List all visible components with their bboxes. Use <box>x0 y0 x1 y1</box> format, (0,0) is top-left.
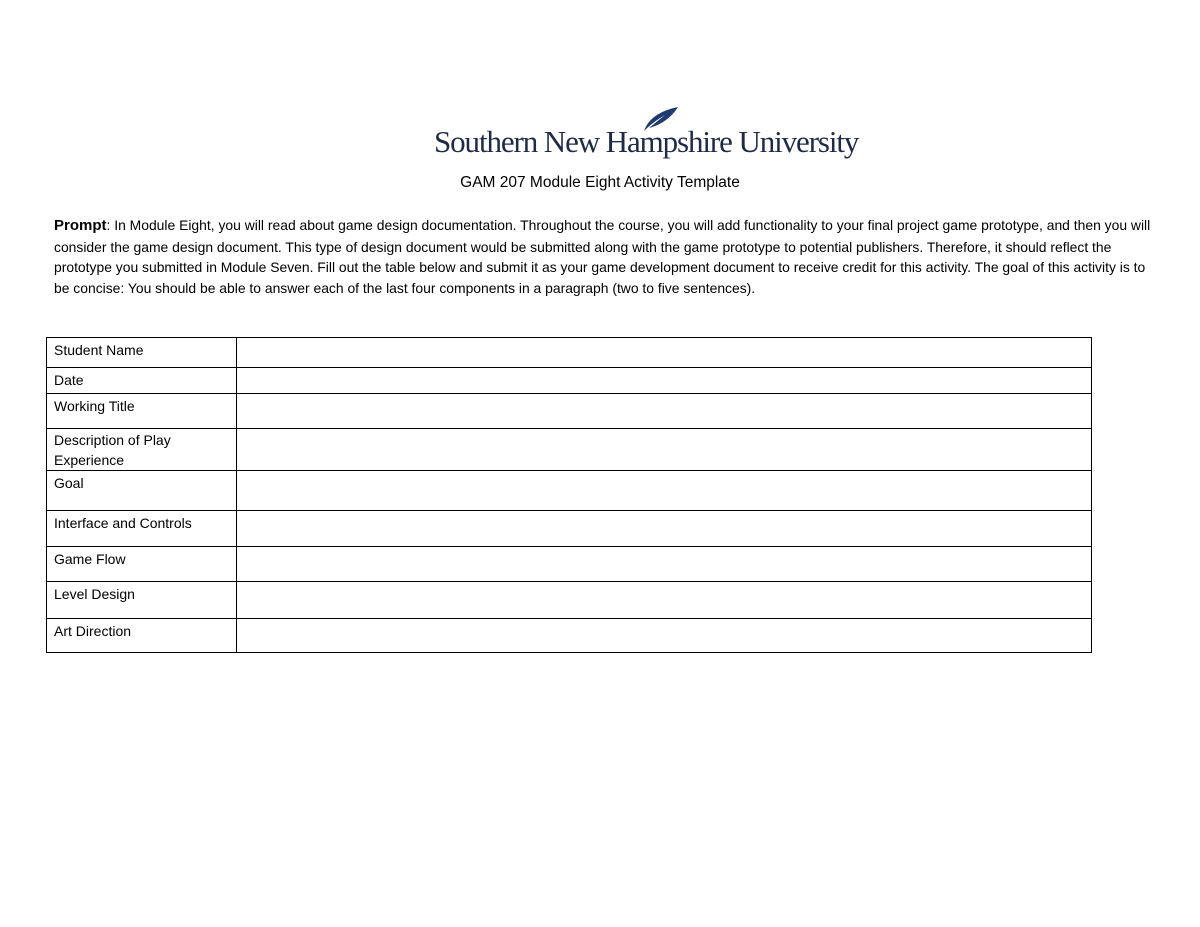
table-row <box>47 619 1092 653</box>
prompt-label: Prompt <box>54 217 107 234</box>
row-label-level-design: Level Design <box>47 582 237 619</box>
row-value-student-name[interactable] <box>237 338 1092 368</box>
row-label-goal: Goal <box>47 471 237 511</box>
prompt-text: : In Module Eight, you will read about game design documentation. Throughout the course, you will add functionality to your final project game prototype, and then you will consider the game design document. This type of design document would be submitted along with the game prototype to potential publishers. Therefore, it should reflect the prototype you submitted in Module Seven. Fill out the table below and submit it as your game development document to receive credit for this activity. The goal of this activity is to be concise: You should be able to answer each of the last four components in a paragraph (two to five sentences). <box>54 217 1151 296</box>
university-name: Southern New Hampshire University <box>434 124 859 159</box>
row-label-interface-controls: Interface and Controls <box>47 511 237 547</box>
table-row <box>47 582 1092 619</box>
row-label-art-direction: Art Direction <box>47 619 237 653</box>
row-value-level-design[interactable] <box>237 582 1092 619</box>
row-label-working-title: Working Title <box>47 394 237 429</box>
activity-table <box>46 337 1092 653</box>
row-value-art-direction[interactable] <box>237 619 1092 653</box>
table-row <box>47 429 1092 471</box>
table-row <box>47 394 1092 429</box>
row-value-game-flow[interactable] <box>237 547 1092 582</box>
row-value-goal[interactable] <box>237 471 1092 511</box>
university-logo <box>434 106 859 162</box>
table-row <box>47 368 1092 394</box>
row-label-date: Date <box>47 368 237 394</box>
table-row <box>47 338 1092 368</box>
table-row <box>47 511 1092 547</box>
row-value-date[interactable] <box>237 368 1092 394</box>
row-value-description[interactable] <box>237 429 1092 471</box>
row-value-interface-controls[interactable] <box>237 511 1092 547</box>
row-label-description: Description of Play Experience <box>47 429 237 471</box>
document-title: GAM 207 Module Eight Activity Template <box>460 174 740 191</box>
table-row <box>47 471 1092 511</box>
row-value-working-title[interactable] <box>237 394 1092 429</box>
prompt-paragraph <box>54 215 1154 298</box>
row-label-game-flow: Game Flow <box>47 547 237 582</box>
row-label-student-name: Student Name <box>47 338 237 368</box>
table-row <box>47 547 1092 582</box>
